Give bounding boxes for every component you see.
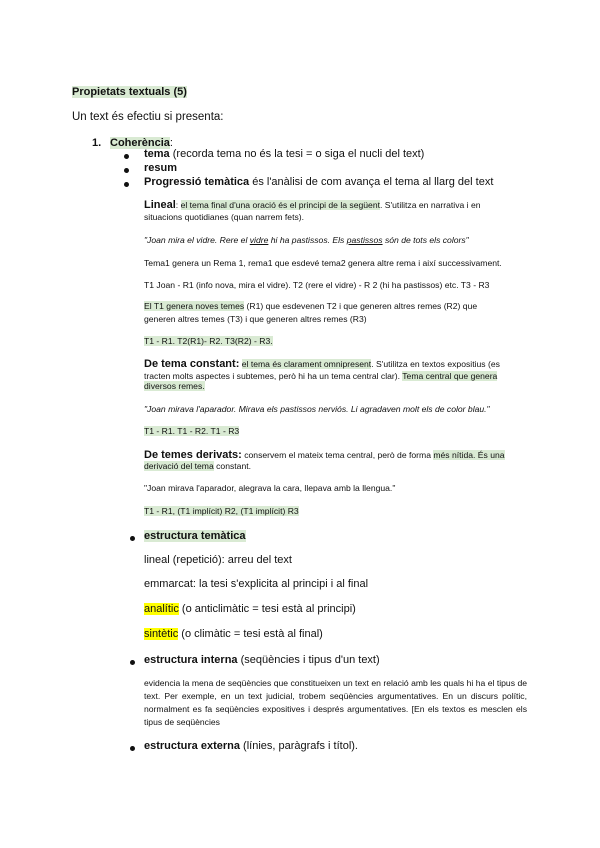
lineal-scheme: T1 Joan - R1 (info nova, mira el vidre). T2 (rere el vidre) - R 2 (hi ha pastissos) etc. T3 - R3 xyxy=(144,280,490,290)
constant-scheme: T1 - R1. T1 - R2. T1 - R3 xyxy=(144,426,240,436)
estructura-interna-heading: estructura interna (seqüències i tipus d'un text) xyxy=(144,654,380,666)
derivats-line2: derivació del tema constant. xyxy=(144,461,252,471)
tematica-lineal: lineal (repetició): arreu del text xyxy=(144,554,292,566)
lineal-line1: Lineal: el tema final d'una oració és el principi de la següent. S'utilitza en narrativa i en xyxy=(144,199,481,211)
intro-text: Un text és efectiu si presenta: xyxy=(72,111,224,123)
list-item-progressio: Progressió temàtica és l'anàlisi de com avança el tema al llarg del text xyxy=(144,176,494,188)
bullet-icon xyxy=(124,154,129,159)
bullet-icon xyxy=(124,182,129,187)
tematica-emmarcat: emmarcat: la tesi s'explicita al principi i al final xyxy=(144,578,369,590)
tematica-analitic: analític (o anticlimàtic = tesi està al principi) xyxy=(144,603,356,615)
bullet-icon xyxy=(130,746,135,751)
lineal-note: Tema1 genera un Rema 1, rema1 que esdevé tema2 genera altre rema i així successivament. xyxy=(144,258,502,268)
list-item-resum: resum xyxy=(144,162,178,174)
bullet-icon xyxy=(124,168,129,173)
constant-line3: diversos remes. xyxy=(144,381,205,391)
section-number: 1. xyxy=(92,137,102,149)
tematica-sintetic: sintètic (o climàtic = tesi està al final) xyxy=(144,628,323,640)
estructura-tematica-heading: estructura temàtica xyxy=(144,530,246,542)
page-title: Propietats textuals (5) xyxy=(72,86,187,98)
estructura-externa-heading: estructura externa (línies, paràgrafs i títol). xyxy=(144,740,358,752)
noves-line2: generen altres temes (T3) i que generen altres remes (R3) xyxy=(144,314,367,324)
constant-line1: De tema constant: el tema és clarament omnipresent. S'utilitza en textos expositius (es xyxy=(144,358,500,370)
section-heading: Coherència: xyxy=(110,137,173,149)
bullet-icon xyxy=(130,660,135,665)
estructura-interna-body: evidencia la mena de seqüències que constitueixen un text en relació amb les quals hi ha el tipus de text. Per exemple, en un text judicial, trobem seqüències argumentatives. En un discurs polític, normalment es fa seqüències expositives i després argumentatives. [En els textos es mesclen els tipus de seqüències xyxy=(144,678,527,727)
lineal-example: "Joan mira el vidre. Rere el vidre hi ha pastissos. Els pastissos són de tots els colors" xyxy=(144,235,469,245)
noves-scheme: T1 - R1. T2(R1)- R2. T3(R2) - R3. xyxy=(144,336,273,346)
list-item-tema: tema (recorda tema no és la tesi = o siga el nucli del text) xyxy=(144,148,425,160)
derivats-scheme: T1 - R1, (T1 implícit) R2, (T1 implícit) R3 xyxy=(144,506,299,516)
bullet-icon xyxy=(130,536,135,541)
constant-line2: tracten molts aspectes i subtemes, però hi ha un tema central clar). Tema central que genera xyxy=(144,371,498,381)
noves-line1: El T1 genera noves temes (R1) que esdevenen T2 i que generen altres remes (R2) que xyxy=(144,301,478,311)
derivats-line1: De temes derivats: conservem el mateix tema central, però de forma més nítida. És una xyxy=(144,449,505,461)
constant-example: "Joan mirava l'aparador. Mirava els pastissos nerviós. Li agradaven molt els de color blau." xyxy=(144,404,490,414)
derivats-example: "Joan mirava l'aparador, alegrava la cara, llepava amb la llengua." xyxy=(144,483,396,493)
lineal-line2: situacions quotidianes (quan narrem fets). xyxy=(144,212,305,222)
